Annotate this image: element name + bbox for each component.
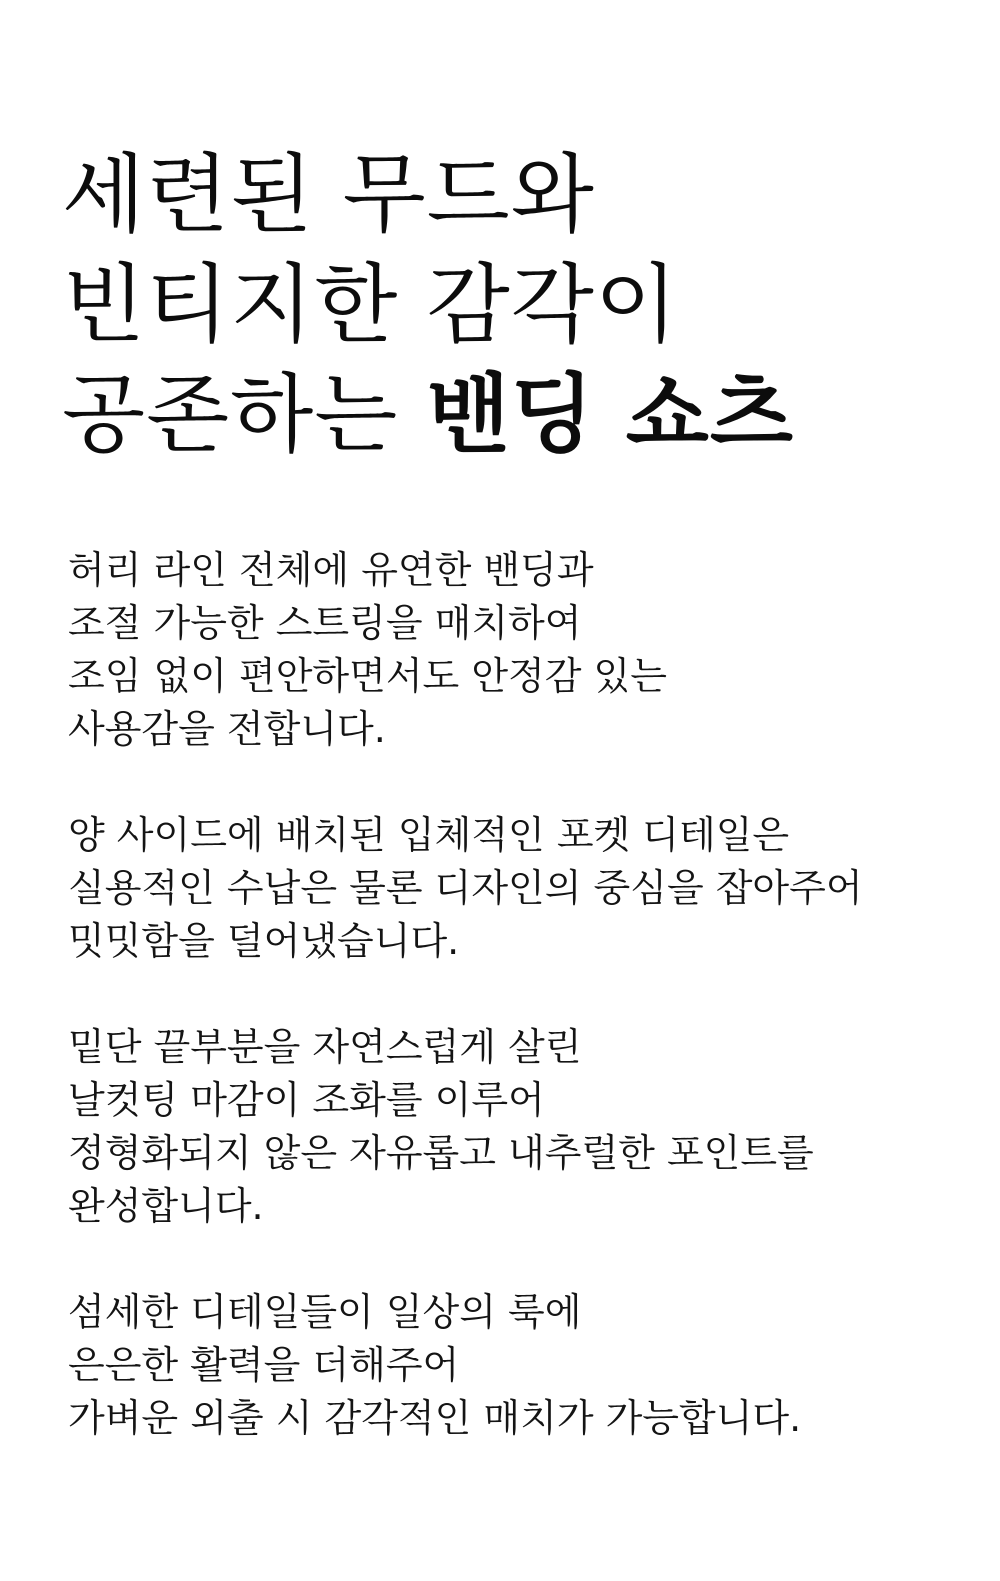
paragraph-line: 밋밋함을 덜어냈습니다. — [68, 919, 460, 963]
paragraph-pockets — [68, 809, 968, 968]
paragraph-line: 밑단 끝부분을 자연스럽게 살린 — [68, 1025, 582, 1069]
paragraph-waistband — [68, 544, 968, 756]
paragraph-line: 정형화되지 않은 자유롭고 내추럴한 포인트를 — [68, 1131, 814, 1175]
paragraph-hem — [68, 1021, 968, 1233]
paragraph-line: 완성합니다. — [68, 1184, 264, 1228]
paragraph-line: 섬세한 디테일들이 일상의 룩에 — [68, 1290, 582, 1334]
paragraph-line: 사용감을 전합니다. — [68, 707, 386, 751]
paragraph-line: 허리 라인 전체에 유연한 밴딩과 — [68, 548, 594, 592]
headline-line-3 — [62, 360, 794, 470]
paragraph-line: 양 사이드에 배치된 입체적인 포켓 디테일은 — [68, 813, 790, 857]
headline-line-1: 세련된 무드와 — [62, 145, 595, 245]
description-body — [68, 544, 968, 1498]
paragraph-line: 조절 가능한 스트링을 매치하여 — [68, 601, 582, 645]
headline-line-3-prefix: 공존하는 — [62, 365, 427, 465]
paragraph-line: 조임 없이 편안하면서도 안정감 있는 — [68, 654, 667, 698]
paragraph-line: 은은한 활력을 더해주어 — [68, 1343, 460, 1387]
headline-emphasis: 밴딩 쇼츠 — [426, 364, 794, 465]
paragraph-styling — [68, 1286, 968, 1445]
headline — [62, 140, 794, 470]
paragraph-line: 날컷팅 마감이 조화를 이루어 — [68, 1078, 545, 1122]
paragraph-line: 실용적인 수납은 물론 디자인의 중심을 잡아주어 — [68, 866, 863, 910]
headline-line-2: 빈티지한 감각이 — [62, 255, 679, 355]
paragraph-line: 가벼운 외출 시 감각적인 매치가 가능합니다. — [68, 1396, 802, 1440]
